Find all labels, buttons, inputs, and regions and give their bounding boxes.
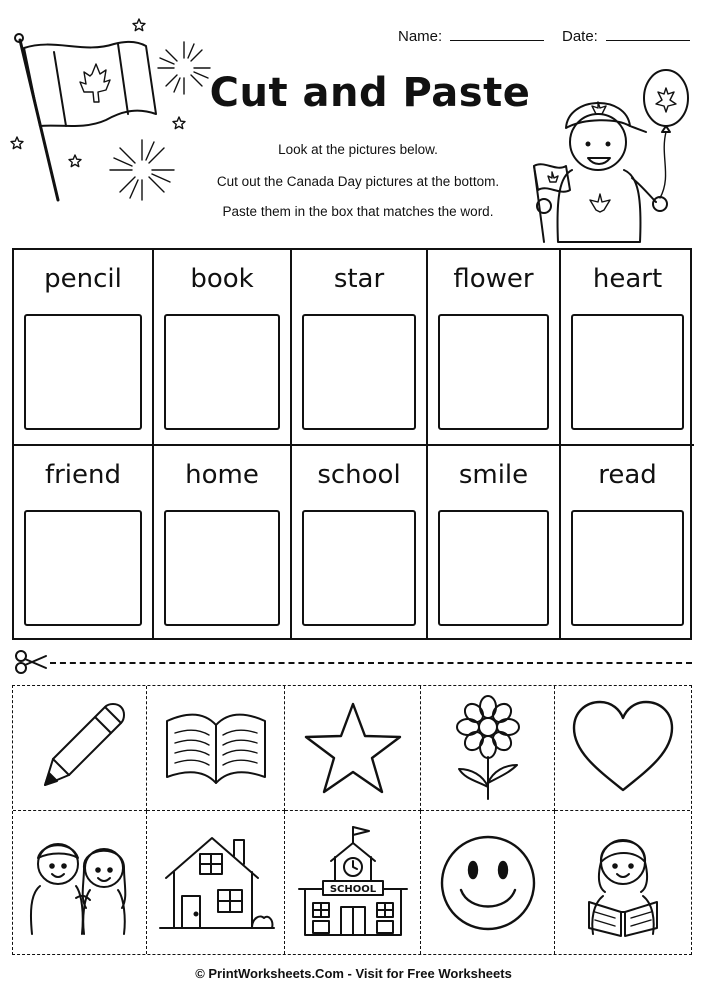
word-label: flower [453, 264, 534, 294]
word-label: pencil [44, 264, 122, 294]
paste-box[interactable] [164, 314, 280, 430]
word-cell [428, 446, 561, 640]
word-cell [14, 250, 154, 446]
paste-box[interactable] [164, 510, 280, 626]
word-label: friend [44, 460, 122, 490]
word-label: school [317, 460, 401, 490]
cut-line [50, 662, 692, 664]
word-label: book [190, 264, 254, 294]
paste-box[interactable] [302, 510, 416, 626]
date-line[interactable] [606, 26, 690, 41]
smiley-face-picture[interactable] [421, 811, 555, 954]
word-cell [292, 446, 428, 640]
paste-box[interactable] [571, 510, 684, 626]
paste-grid [12, 248, 692, 640]
name-field[interactable] [398, 26, 544, 45]
name-label: Name: [398, 28, 443, 45]
paste-box[interactable] [24, 314, 142, 430]
word-cell [154, 446, 292, 640]
heart-icon [568, 698, 678, 798]
school-icon [293, 823, 413, 943]
word-cell [14, 446, 154, 640]
name-line[interactable] [450, 26, 544, 41]
instruction-line-1: Look at the pictures below. [278, 142, 438, 157]
word-label: read [598, 460, 657, 490]
star-icon-small-3 [10, 136, 24, 150]
word-cell [154, 250, 292, 446]
word-cell [561, 446, 694, 640]
footer-credit: © PrintWorksheets.Com - Visit for Free Worksheets [195, 966, 512, 981]
paste-box[interactable] [302, 314, 416, 430]
book-picture[interactable] [147, 686, 285, 811]
house-picture[interactable] [147, 811, 285, 954]
star-icon [298, 698, 408, 798]
paste-box[interactable] [438, 510, 549, 626]
star-picture[interactable] [285, 686, 421, 811]
pencil-icon [25, 693, 135, 803]
flower-picture[interactable] [421, 686, 555, 811]
smiley-face-icon [433, 828, 543, 938]
paste-box[interactable] [438, 314, 549, 430]
star-icon-small-2 [172, 116, 186, 130]
paste-box[interactable] [24, 510, 142, 626]
word-cell [428, 250, 561, 446]
word-label: smile [458, 460, 529, 490]
page-title: Cut and Paste [209, 70, 531, 116]
boy-with-balloon-icon [520, 66, 690, 246]
star-icon-small-1 [132, 18, 146, 32]
picture-cutouts [12, 685, 692, 955]
fireworks-icon-2 [102, 136, 182, 206]
friends-icon [20, 828, 140, 938]
word-cell [561, 250, 694, 446]
school-picture[interactable] [285, 811, 421, 954]
school-sign-text: SCHOOL [329, 883, 376, 895]
instruction-line-2: Cut out the Canada Day pictures at the bottom. [216, 174, 500, 189]
book-icon [161, 703, 271, 793]
heart-picture[interactable] [555, 686, 690, 811]
date-label: Date: [562, 28, 598, 45]
word-label: home [185, 460, 259, 490]
instruction-line-3: Paste them in the box that matches the word. [222, 204, 494, 219]
scissors-icon [14, 650, 48, 674]
girl-reading-picture[interactable] [555, 811, 690, 954]
word-label: heart [592, 264, 663, 294]
pencil-picture[interactable] [13, 686, 147, 811]
word-cell [292, 250, 428, 446]
star-icon-small-4 [68, 154, 82, 168]
friends-picture[interactable] [13, 811, 147, 954]
house-icon [156, 828, 276, 938]
word-label: star [333, 264, 385, 294]
flower-icon [443, 693, 533, 803]
paste-box[interactable] [571, 314, 684, 430]
date-field[interactable] [562, 26, 690, 45]
girl-reading-icon [563, 828, 683, 938]
